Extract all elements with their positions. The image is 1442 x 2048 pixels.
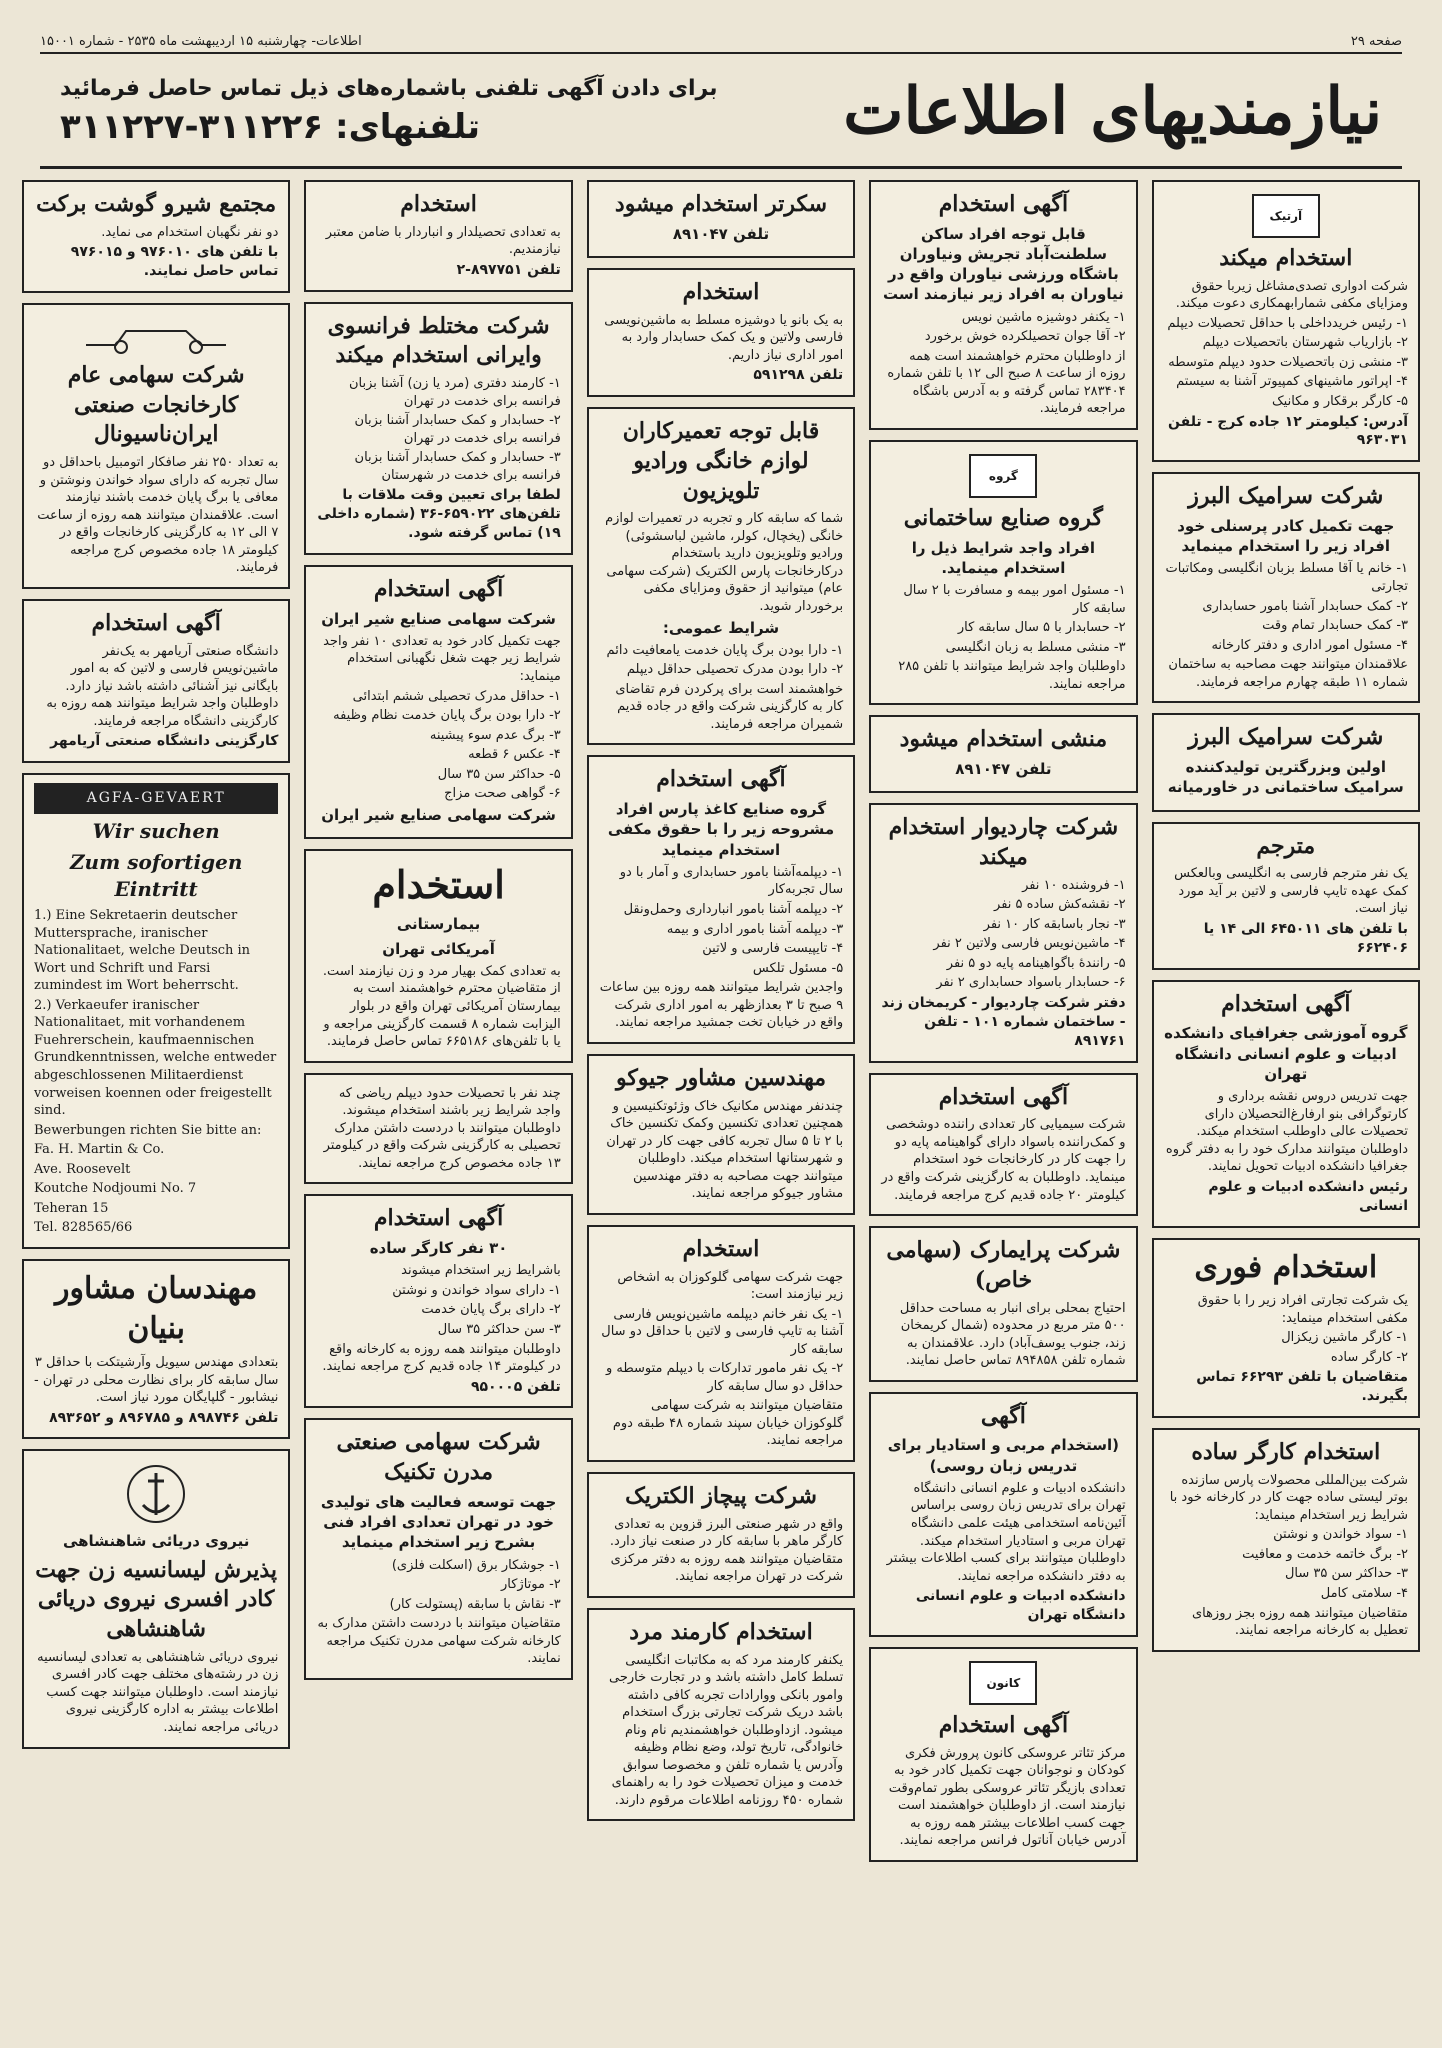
ad-footer: داوطلبان میتوانند همه روزه به کارخانه واقع در کیلومتر ۱۴ جاده قدیم کرج مراجعه نمایند. [322, 1341, 561, 1375]
ad-line: ۲- موتاژکار [501, 1577, 561, 1593]
ad-line: ۲- یک نفر مامور تدارکات با دیپلم متوسطه و حداقل دو سال سابقه کار [605, 1361, 844, 1394]
column-1 [1152, 180, 1420, 2020]
ad-text: باشرایط زیر استخدام میشوند [401, 1263, 561, 1279]
ad-title: منشی استخدام میشود [899, 726, 1108, 753]
ad-line: ۱- کارمند دفتری (مرد یا زن) آشنا بزبان فرانسه برای خدمت در تهران [348, 376, 561, 409]
ad-text: یکنفر کارمند مرد که به مکاتبات انگلیسی تسلط کامل داشته باشد و در تجارت خارجی وامور بانکی ووارادات تجربه کافی داشته باشد دریک شرکت تجارتی بزرگ استخدام میشود. ازداوطلبان خواهشمندیم نام ونام خانوادگی، تاریخ تولد، وضع نظام وظیفه وآدرس یا شماره تلفن و مخصوصا سوابق خدمت و میزان تحصیلات خود را به راهنمای شماره ۴۵۰ روزنامه اطلاعات مرقوم دارند. [608, 1652, 844, 1808]
ad-subtitle: ۳۰ نفر کارگر ساده [369, 1239, 508, 1258]
ad-agfa-gevaert [22, 773, 290, 1249]
ad-phone: با تلفن های ۶۴۵۰۱۱ الی ۱۴ یا ۶۶۲۴۰۶ [1203, 920, 1408, 956]
agfa-logo: AGFA-GEVAERT [34, 783, 278, 814]
ad-title: شرکت مختلط فرانسوی وایرانی استخدام میکند [327, 312, 550, 369]
ad-text: جهت شرکت سهامی گلوکوزان به اشخاص زیر نیازمند است: [617, 1269, 844, 1303]
ad-line: ۱- حداقل مدرک تحصیلی ششم ابتدائی [352, 688, 561, 704]
ad-title: استخدام فوری [1194, 1249, 1378, 1285]
ad-footer: علاقمندان میتوانند جهت مصاحبه به ساختمان شماره ۱۱ طبقه چهارم مراجعه فرمایند. [1168, 657, 1408, 690]
ad-title: گروه صنایع ساختمانی [903, 504, 1103, 531]
car-illustration-icon [76, 313, 236, 357]
ad-pars-paper [587, 755, 855, 1043]
ad-line: ۳- دیپلمه آشنا بامور اداری و بیمه [666, 921, 844, 937]
ad-text: یک نفر مترجم فارسی به انگلیسی وبالعکس کمک عهده تایپ فارسی و لاتین بر آید مورد نیاز است. [1174, 866, 1408, 917]
ad-line: شرکت ادواری تصدی‌مشاغل زیربا حقوق ومزایای مکفی شمارابهمکاری دعوت میکند. [1175, 278, 1408, 312]
ad-title: استخدام میکند [1219, 245, 1353, 271]
address-line: Teheran 15 [33, 1200, 109, 1216]
ad-male-clerk [587, 1608, 855, 1822]
ad-title: پذیرش لیسانسیه زن جهت کادر افسری نیروی دریائی شاهنشاهی [35, 1556, 278, 1643]
ad-line: ۳- سن حداکثر ۳۵ سال [437, 1321, 561, 1337]
ad-secretary [869, 715, 1137, 793]
navy-emblem-icon [121, 1459, 191, 1529]
ad-line: ۲- دارا بودن مدرک تحصیلی حداقل دیپلم [626, 662, 844, 678]
ad-phone: متقاضیان با تلفن ۶۶۲۹۳ تماس بگیرند. [1196, 1369, 1408, 1405]
ad-typist [587, 268, 855, 397]
contact-phones: تلفنهای: ۳۱۱۲۲۶-۳۱۱۲۲۷ [60, 106, 480, 147]
kanoon-logo: کانون [969, 1661, 1037, 1705]
column-5 [22, 180, 290, 2020]
ad-subtitle: افراد واجد شرایط ذیل را استخدام مینماید. [911, 538, 1096, 577]
ad-line: ۳- برگ عدم سوء پیشینه [429, 727, 561, 743]
ad-barakat-dairy [22, 180, 290, 293]
ad-text: به تعدادی تحصیلدار و انباردار با ضامن معتبر نیازمندیم. [325, 224, 561, 258]
ad-text: احتیاج بمحلی برای انبار به مساحت حداقل ۵۰۰ متر مربع در محدوده (شمال کریمخان زند، جنوب یوسف‌آباد) دارد. علاقمندان به شماره تلفن ۸۹۴۸۵۸ تماس حاصل نمایند. [899, 1300, 1126, 1369]
ad-30-workers [304, 1194, 572, 1408]
ad-text: نیروی دریائی شاهنشاهی به تعدادی لیسانسیه زن در رشته‌های مختلف جهت کادر افسری نیازمند است. داوطلبان میتوانند جهت کسب اطلاعات بیشتر به اداره کارگزینی نیروی دریائی مراجعه نمایند. [37, 1649, 279, 1735]
ad-line: ۱- دارای سواد خواندن و نوشتن [392, 1282, 561, 1298]
ad-line: ۱- کارگر ماشین زیکزال [1281, 1330, 1408, 1346]
issue-info: اطلاعات- چهارشنبه ۱۵ اردیبهشت ماه ۲۵۳۵ - شماره ۱۵۰۰۱ [40, 33, 362, 49]
ad-line: ۴- ماشین‌نویس فارسی ولاتین ۲ نفر [933, 936, 1126, 952]
navy-label: نیروی دریائی شاهنشاهی [62, 1532, 250, 1551]
ad-text: شرکت سیمیایی کار تعدادی راننده دوشخصی و کمک‌راننده باسواد دارای گواهینامه پایه دو را جهت کار در کارخانجات خود استخدام مینماید. داوطلبان به کارگزینی شرکت واقع در کیلومتر ۲۰ جاده قدیم کرج مراجعه فرمایند. [881, 1117, 1126, 1203]
address-line: Koutche Nodjoumi No. 7 [33, 1181, 197, 1197]
ad-line: ۲- کارگر ساده [1330, 1349, 1408, 1365]
ad-title: مهندسان مشاور بنیان [54, 1270, 258, 1347]
ad-title: آگهی استخدام [373, 1205, 504, 1232]
ad-title: شرکت پرایمارک (سهامی خاص) [886, 1237, 1121, 1293]
ad-footer: از داوطلبان محترم خواهشمند است همه روزه از ساعت ۸ صبح الی ۱۲ با تلفن شماره ۲۸۳۴۰۴ تماس گرفته و به آدرس باشگاه مراجعه فرمایند. [887, 348, 1126, 417]
ad-line: ۱- دیپلمه‌آشنا بامور حسابداری و آمار با دو سال تجربه‌کار [619, 864, 844, 898]
ad-line: ۳- نقاش با سابقه (پستولت کار) [389, 1596, 561, 1612]
ad-niavaran-club [869, 180, 1137, 430]
ad-subtitle: گروه آموزشی جغرافیای دانشکده ادبیات و علوم انسانی دانشگاه تهران [1164, 1024, 1408, 1083]
address-line: Ave. Roosevelt [33, 1161, 131, 1177]
ad-phone: تلفن ۵۹۱۲۹۸ [753, 367, 844, 384]
ad-text: شرکت بین‌المللی محصولات پارس سازنده بوتر لیستی ساده جهت کار در کارخانه خود با شرایط زیر استخدام مینماید: [1169, 1472, 1408, 1523]
ad-line: 2.) Verkaeufer iranischer Nationalitaet, mit vorhandenem Fuehrerschein, kaufmaennischen Grundkenntnissen, welche entweder abgeschlossenen Militaerdienst vorweisen koennen oder freigestellt sind. [33, 997, 277, 1119]
ad-title: استخدام [372, 862, 505, 908]
ad-subtitle: جهت تکمیل کادر پرسنلی خود افراد زیر را استخدام مینماید [1177, 516, 1395, 556]
ad-line: ۲- بازاریاب شهرستان باتحصیلات دیپلم [1202, 335, 1408, 351]
ad-line: ۱- یکنفر دوشیزه ماشین نویس [961, 309, 1126, 325]
ad-subtitle: بیمارستانی [396, 915, 481, 934]
ad-title: شرکت سهامی صنعتی مدرن تکنیک [336, 1429, 541, 1486]
ad-title: Wir suchen [92, 819, 220, 844]
ad-heading: آمریکائی تهران [382, 939, 495, 958]
ad-line: ۴- مسئول امور اداری و دفتر کارخانه [1211, 637, 1408, 653]
ad-text: جهت تکمیل کادر خود به تعدادی ۱۰ نفر واجد شرایط زیر جهت شغل نگهبانی استخدام مینماید: [323, 633, 561, 685]
ad-line: ۳- نجار باسابقه کار ۱۰ نفر [983, 916, 1126, 932]
ad-line: ۵- رانندهٔ باگواهینامه پایه دو ۵ نفر [946, 955, 1126, 971]
ad-title: شرکت پیچاز الکتریک [625, 1482, 817, 1509]
ad-title: آگهی استخدام [938, 1711, 1069, 1738]
ad-artic [1152, 180, 1420, 462]
ad-phone: تلفن ۸۹۸۷۴۶ و ۸۹۶۷۸۵ و ۸۹۳۶۵۲ [49, 1409, 279, 1426]
ad-subtitle: (استخدام مربی و استادیار برای تدریس زبان روسی) [887, 1436, 1119, 1475]
ad-line: یک شرکت تجارتی افراد زیر را با حقوق مکفی استخدام مینماید: [1197, 1293, 1408, 1326]
address-line: Tel. 828565/66 [33, 1220, 133, 1236]
ad-phone: تلفن ۸۹۱۰۴۷ [672, 224, 770, 243]
ad-title: شرکت سرامیک البرز [1188, 724, 1384, 751]
page-number: صفحه ۲۹ [1350, 33, 1402, 49]
ad-line: ۵- کارگر برقکار و مکانیک [1272, 393, 1408, 409]
ad-text: واقع در شهر صنعتی البرز قزوین به تعدادی کارگر ماهر با سابقه کار در صنعت نیاز دارد. متقاضیان میتوانند همه روزه به دفتر مرکزی شرکت در تهران مراجعه نمایند. [609, 1516, 844, 1585]
ad-text: جهت تدریس دروس نقشه برداری و کارتوگرافی بنو ارفارغ‌التحصیلان دارای تحصیلات عالی داوطلب استخدام میکند. داوطلبان میتوانند مدارک خود را به دفتر گروه جغرافیا دانشکده ادبیات تحویل نمایند. [1165, 1089, 1408, 1175]
ad-title: آگهی استخدام [938, 1083, 1069, 1110]
ad-phone: تلفن ۸۹۱۰۴۷ [955, 760, 1052, 779]
ad-line: ۲- نقشه‌کش ساده ۵ نفر [994, 897, 1126, 913]
ad-drivers [869, 1073, 1137, 1216]
ad-geoco [587, 1054, 855, 1215]
ad-title: استخدام کارمند مرد [629, 1618, 813, 1645]
ad-line: ۱- جوشکار برق (اسکلت فلزی) [391, 1557, 561, 1573]
ad-footer: دفتر شرکت چاردیوار - کریمخان زند - ساختمان شماره ۱۰۱ - تلفن ۸۹۱۷۶۱ [881, 995, 1126, 1049]
ad-line: ۴- عکس ۶ قطعه [468, 747, 561, 763]
ad-title: مهندسین مشاور جیوکو [615, 1064, 827, 1091]
ad-footer: متقاضیان میتوانند با دردست داشتن مدارک به کارخانه شرکت سهامی مدرن تکنیک مراجعه نمایند. [317, 1616, 561, 1667]
ad-line: ۲- کمک حسابدار آشنا بامور حسابداری [1202, 598, 1408, 614]
ad-chardivar [869, 803, 1137, 1062]
ad-title: شرکت سهامی عام کارخانجات صنعتی ایران‌ناسیونال [67, 362, 245, 448]
ad-line: ۳- کمک حسابدار تمام وقت [1262, 618, 1408, 634]
column-3 [587, 180, 855, 2020]
ad-subtitle: اولین وبزرگترین تولیدکننده سرامیک ساختمانی در خاورمیانه [1167, 758, 1404, 797]
ad-translator [1152, 822, 1420, 970]
ad-line: ۲- حسابدار و کمک حسابدار آشنا بزبان فرانسه برای خدمت در تهران [354, 413, 561, 446]
ad-text: چند نفر با تحصیلات حدود دیپلم ریاضی که واجد شرایط زیر باشند استخدام میشوند. داوطلبان میتوانند با دردست داشتن مدارک تحصیلی به کارگزینی شرکت واقع در کیلومتر ۱۳ جاده مخصوص کرج مراجعه نمایند. [323, 1085, 561, 1171]
ad-address: آدرس: کیلومتر ۱۲ جاده کرج - تلفن ۹۶۳۰۳۱ [1168, 413, 1408, 449]
ad-title: آگهی استخدام [373, 576, 504, 602]
ad-line: ۵- مسئول تلکس [752, 960, 844, 976]
ad-text: به تعداد ۲۵۰ نفر صافکار اتومبیل باحداقل دو سال تجربه که دارای سواد خواندن ونوشتن و معافی یا برگ پایان خدمت باشند نیازمند است. علاقمندان میتوانند همه روزه از ساعت ۷ الی ۱۲ به کارگزینی کارخانجات واقع در کیلومتر ۱۸ جاده مخصوص کرج مراجعه فرمایند. [37, 455, 279, 576]
construction-logo: گروه [969, 454, 1037, 498]
ad-subtitle: گروه صنایع کاغذ پارس افراد مشروحه زیر را با حقوق مکفی استخدام مینماید [607, 800, 835, 859]
ad-title: آگهی [980, 1402, 1026, 1429]
ad-line: ۱- سواد خواندن و نوشتن [1273, 1527, 1408, 1543]
ad-line: ۳- منشی زن باتحصیلات حدود دیپلم متوسطه [1168, 354, 1408, 370]
ad-line: ۱- مسئول امور بیمه و مسافرت با ۲ سال سابقه کار [903, 583, 1126, 616]
ad-line: ۱- یک نفر خانم دیپلمه ماشین‌نویس فارسی آشنا به تایپ فارسی و لاتین با حداقل دو سال سابقه کار [601, 1306, 844, 1357]
ad-title: استخدام [682, 278, 760, 305]
ad-title: سکرتر استخدام میشود [614, 191, 828, 217]
ad-geography-dept [1152, 980, 1420, 1228]
ad-title: آگهی استخدام [938, 191, 1069, 217]
column-4 [304, 180, 572, 2020]
ad-subtitle: جهت توسعه فعالیت های تولیدی خود در تهران تعدادی افراد فنی بشرح زیر استخدام مینماید [320, 1492, 557, 1552]
contact-box [40, 76, 718, 147]
ad-signature: کارگزینی دانشگاه صنعتی آریامهر [50, 733, 279, 750]
ad-title: شرکت چاردیوار استخدام میکند [888, 814, 1119, 871]
ad-modern-technic [304, 1418, 572, 1679]
ad-text: به یک بانو یا دوشیزه مسلط به ماشین‌نویسی فارسی ولاتین و یک کمک حسابدار وارد به امور اداری نیاز داریم. [604, 312, 844, 363]
ad-title: مجتمع شیرو گوشت برکت [36, 191, 277, 217]
ad-ceramic-alborz-hiring [1152, 472, 1420, 703]
ad-phone: با تلفن های ۹۷۶۰۱۰ و ۹۷۶۰۱۵ تماس حاصل نمایند. [70, 244, 279, 280]
ad-title: استخدام [682, 1235, 760, 1262]
ad-text: به تعدادی کمک بهیار مرد و زن نیازمند است. از متقاضیان محترم خواهشمند است به بیمارستان آمریکائی تهران واقع در بلوار الیزابت شماره ۸ قسمت کارگزینی مراجعه و یا با تلفن‌های ۶۶۵۱۸۶ تماس حاصل فرمایند. [322, 963, 561, 1050]
ad-line: ۲- دارای برگ پایان خدمت [421, 1302, 561, 1318]
ad-text: بتعدادی مهندس سیویل وآرشیتکت با حداقل ۳ سال سابقه کار برای نظارت محلی در تهران - نیشابور - گلپایگان مورد نیاز است. [34, 1354, 279, 1406]
ad-title: قابل توجه تعمیرکاران لوازم خانگی ورادیو تلویزیون [622, 418, 820, 504]
ad-iran-dairy [304, 565, 572, 839]
ad-title: مترجم [1256, 832, 1316, 859]
ad-cashier [304, 180, 572, 292]
ad-title: استخدام [400, 191, 477, 217]
ad-russian-teacher [869, 1392, 1137, 1637]
ad-line: ۲- دارا بودن برگ پایان خدمت نظام وظیفه [333, 708, 561, 724]
ad-footer: خواهشمند است برای پرکردن فرم تقاضای کار به کارگزینی شرکت واقع در جاده قدیم شمیران مراجعه فرمایند. [615, 681, 844, 732]
ad-footer: Bewerbungen richten Sie bitte an: [33, 1122, 262, 1138]
ad-aryamehr-university [22, 599, 290, 763]
ad-urgent-hiring [1152, 1238, 1420, 1418]
masthead [40, 56, 1402, 169]
ad-secretary-2 [587, 180, 855, 258]
ad-glucosan [587, 1225, 855, 1462]
ads-grid [22, 180, 1420, 2020]
ad-title: آگهی استخدام [91, 609, 221, 636]
ad-line: ۲- حسابدار با ۵ سال سابقه کار [957, 620, 1126, 636]
ad-line: ۱- خانم یا آقا مسلط بزبان انگلیسی ومکاتبات تجارتی [1165, 561, 1408, 595]
ad-imperial-navy [22, 1449, 290, 1748]
ad-title: استخدام کارگر ساده [1191, 1439, 1381, 1466]
ad-ceramic-alborz-brand [1152, 713, 1420, 811]
ad-appliance-repair [587, 407, 855, 745]
ad-text: دانشکده ادبیات و علوم انسانی دانشگاه تهران برای تدریس زبان روسی براساس آئین‌نامه استخدامی هیئت علمی دانشگاه تهران مربی و استادیار استخدام میکند. داوطلبان میتوانند برای کسب اطلاعات بیشتر به دفتر دانشکده مراجعه نمایند. [886, 1480, 1126, 1584]
ad-primark [869, 1226, 1137, 1382]
ad-french-iranian [304, 302, 572, 555]
ad-footer: متقاضیان میتوانند به شرکت سهامی گلوکوزان خیابان سپند شماره ۴۸ طبقه دوم مراجعه نمایند. [612, 1398, 844, 1449]
ad-footer: شرکت سهامی صنایع شیر ایران [321, 805, 556, 824]
ad-footer: واجدین شرایط میتوانند همه روزه بین ساعات ۹ صبح تا ۳ بعدازظهر به امور اداری شرکت واقع در خیابان تخت جمشید مراجعه نمایند. [599, 980, 844, 1031]
ad-title: آگهی استخدام [656, 766, 786, 793]
ad-line: ۴- تایپیست فارسی و لاتین [702, 941, 844, 957]
ad-text: چندنفر مهندس مکانیک خاک وژئوتکنیسین و همچنین تعدادی تکنسین وکمک تکنسین خاک با ۲ تا ۵ سال تجربه کافی جهت کار در تهران و شهرستانها استخدام میکند. داوطلبان میتوانند جهت مصاحبه به دفتر مهندسین مشاور جیوکو مراجعه نمایند. [606, 1098, 844, 1202]
ad-signature: دانشکده ادبیات و علوم انسانی دانشگاه تهران [915, 1588, 1126, 1624]
ad-line: 1.) Eine Sekretaerin deutscher Muttersprache, iranischer Nationalitaet, welche Deutsch in Wort und Schrift und Farsi zumindest im Wort beherrscht. [33, 908, 251, 994]
ad-footer: داوطلبان واجد شرایط میتوانند با تلفن ۲۸۵ مراجعه نمایند. [898, 659, 1126, 692]
ad-bonyan-consultants [22, 1259, 290, 1440]
ad-title: شرکت سرامیک البرز [1188, 483, 1384, 510]
ad-construction-group [869, 440, 1137, 705]
ad-line: ۶- گواهی صحت مزاج [444, 786, 561, 802]
artic-logo: آرتیک [1252, 194, 1320, 238]
ad-subtitle: Zum sofortigen Eintritt [69, 850, 243, 902]
ad-line: ۱- فروشنده ۱۰ نفر [1022, 877, 1126, 893]
ad-line: ۳- منشی مسلط به زبان انگلیسی [945, 639, 1126, 655]
ad-line: ۴- سلامتی کامل [1320, 1586, 1408, 1601]
ad-text: دانشگاه صنعتی آریامهر به یک‌نفر ماشین‌نویس فارسی و لاتین که به امور بایگانی نیز آشنائی داشته باشد نیاز دارد. داوطلبان واجد شرایط میتوانند همه روزه به کارگزینی دانشگاه مراجعه فرمایند. [46, 643, 279, 729]
ad-subtitle: شرکت سهامی صنایع شیر ایران [321, 609, 556, 628]
ad-text: شما که سابقه کار و تجربه در تعمیرات لوازم خانگی (یخچال، کولر، ماشین لباسشوئی) ورادیو وتلویزیون دارید باستخدام درکارخانجات پارس الکتریک (شرکت سهامی عام) میتوانید از حقوق ومزایای مکفی برخوردار شوید. [605, 511, 844, 614]
ad-phone: تلفن ۸۹۷۷۵۱-۲ [456, 261, 561, 278]
ad-simple-worker [1152, 1428, 1420, 1652]
ad-line: ۵- حداکثر سن ۳۵ سال [437, 766, 561, 782]
ad-line: ۲- دیپلمه آشنا بامور انبارداری وحمل‌ونقل [623, 902, 844, 918]
ad-footer: متقاضیان میتوانند همه روزه بجز روزهای تعطیل به کارخانه مراجعه نمایند. [1191, 1605, 1408, 1639]
ad-american-hospital [304, 849, 572, 1063]
ad-signature: رئیس دانشکده ادبیات و علوم انسانی [1208, 1178, 1408, 1214]
page-topline [40, 30, 1402, 54]
address-line: Fa. H. Martin & Co. [33, 1142, 165, 1158]
ad-title: آگهی استخدام [1221, 990, 1351, 1017]
ad-line: ۳- حسابدار و کمک حسابدار آشنا بزبان فرانسه برای خدمت در شهرستان [354, 450, 561, 483]
column-2 [869, 180, 1137, 2020]
ad-line: ۱- دارا بودن برگ پایان خدمت یامعافیت دائم [606, 642, 844, 658]
ad-line: ۳- حداکثر سن ۳۵ سال [1284, 1566, 1408, 1582]
ad-math-diploma [304, 1073, 572, 1185]
ad-phone: تلفن ۹۵۰۰۰۵ [470, 1378, 561, 1395]
ad-subtitle: شرایط عمومی: [662, 618, 780, 637]
ad-line: ۲- برگ خاتمه خدمت و معافیت [1242, 1546, 1408, 1562]
ad-line: ۴- اپراتور ماشینهای کمپیوتر آشنا به سیستم [1176, 374, 1408, 390]
contact-note: برای دادن آگهی تلفنی باشماره‌های ذیل تماس حاصل فرمائید [60, 75, 718, 101]
ad-text: مرکز تئاتر عروسکی کانون پرورش فکری کودکان و نوجوانان جهت تکمیل کادر خود به تعدادی بازیگر تئاتر عروسکی بطور تمام‌وقت نیازمند است. از داوطلبان خواهشمند است جهت کسب اطلاعات بیشتر همه روزه به آدرس خیابان آناتول فرانس مراجعه نمایند. [888, 1745, 1126, 1849]
section-title: نیازمندیهای اطلاعات [843, 73, 1382, 149]
ad-line: ۶- حسابدار باسواد حسابداری ۲ نفر [936, 975, 1126, 991]
ad-line: ۲- آقا جوان تحصیلکرده خوش برخورد [924, 329, 1126, 345]
ad-pichaz-electric [587, 1472, 855, 1598]
ad-iran-national [22, 303, 290, 589]
ad-text: دو نفر نگهبان استخدام می نماید. [101, 224, 279, 240]
ad-phone: لطفا برای تعیین وقت ملاقات با تلفن‌های ۶۵۹۰۲۲-۳۶ (شماره داخلی ۱۹) تماس گرفته شود. [317, 487, 561, 542]
ad-line: ۱- رئیس خریدداخلی با حداقل تحصیلات دیپلم [1167, 315, 1408, 331]
ad-puppet-theatre [869, 1647, 1137, 1862]
ad-subtitle: قابل توجه افراد ساکن سلطنت‌آباد تجریش ونیاوران باشگاه ورزشی نیاوران واقع در نیاوران به افراد زیر نیازمند است [883, 224, 1124, 304]
